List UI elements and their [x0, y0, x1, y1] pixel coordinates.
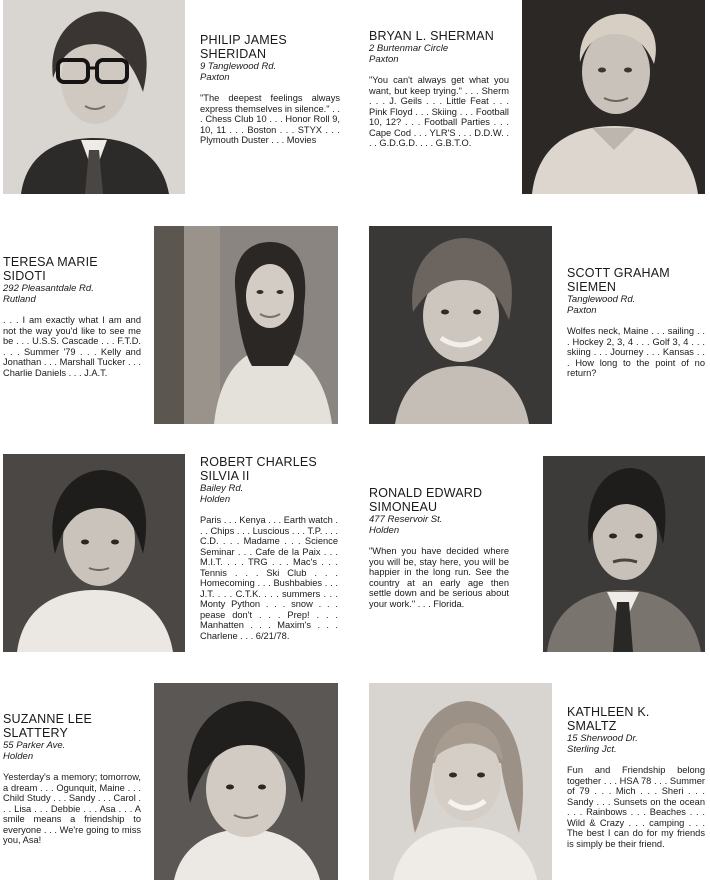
- student-name: [200, 455, 338, 483]
- name-line: SHERIDAN: [200, 47, 267, 61]
- portrait-photo-bryan-sherman: [522, 0, 705, 194]
- student-address: [369, 43, 509, 65]
- student-address: [3, 283, 141, 305]
- name-line: SIMONEAU: [369, 500, 438, 514]
- student-address: [200, 61, 340, 83]
- name-line: SLATTERY: [3, 726, 69, 740]
- portrait-photo-robert-silvia: [3, 454, 185, 652]
- entry-scott-siemen: [567, 266, 705, 379]
- name-line: SILVIA II: [200, 469, 250, 483]
- senior-quote: "The deepest feelings always express themselves in silence." . . . Chess Club 10 . . . Honor Roll 9, 10, 11 . . . Boston . . . STYX . . . Plymouth Duster . . . Movies: [200, 93, 340, 145]
- address-line: 9 Tanglewood Rd.: [200, 61, 277, 72]
- portrait-illustration: [3, 0, 185, 194]
- portrait-illustration: [543, 456, 705, 652]
- address-line: 292 Pleasantdale Rd.: [3, 283, 94, 294]
- address-line: Sterling Jct.: [567, 744, 617, 755]
- address-line: Paxton: [567, 305, 597, 316]
- entry-kathleen-smaltz: [567, 705, 705, 849]
- senior-quote: Wolfes neck, Maine . . . sailing . . . Hockey 2, 3, 4 . . . Golf 3, 4 . . . skiing . . . Journey . . . Kansas . . . How long to the point of no return?: [567, 326, 705, 378]
- address-line: Paxton: [369, 54, 399, 65]
- name-line: BRYAN L. SHERMAN: [369, 29, 494, 43]
- entry-suzanne-slattery: [3, 712, 141, 846]
- entry-robert-silvia: [200, 455, 338, 641]
- name-line: SIDOTI: [3, 269, 46, 283]
- senior-quote: . . . I am exactly what I am and not the way you'd like to see me be . . . U.S.S. Cascade . . . F.T.D. . . . Summer '79 . . . Kelly and Jonathan . . . Marshall Tucker . . . Charlie Daniels . . . J.A.T.: [3, 315, 141, 378]
- student-name: [567, 266, 705, 294]
- senior-quote: Paris . . . Kenya . . . Earth watch . . . Chips . . . Luscious . . . T.P. . . . C.D. . . . Madame . . . Science Seminar . . . Cafe de la Paix . . . M.I.T. . . . TRG . . . Mac's . . . Tennis . . . Ski Club . . . Homecoming . . . Bushbabies . . . J.T. . . . C.T.K. . . . summers . . . Monty Python . . . snow . . . pease don't . . . Prep! . . . Manhatten . . . Maxim's . . . Charlene . . . 6/21/78.: [200, 515, 338, 641]
- name-line: ROBERT CHARLES: [200, 455, 317, 469]
- student-address: [567, 294, 705, 316]
- address-line: Holden: [200, 494, 231, 505]
- student-name: [200, 33, 340, 61]
- entry-philip-sheridan: [200, 33, 340, 146]
- senior-quote: "When you have decided where you will be, stay here, you will be happier in the long run. See the country at an early age then settle down and be serious about your work." . . . Florida.: [369, 546, 509, 609]
- name-line: PHILIP JAMES: [200, 33, 287, 47]
- senior-quote: "You can't always get what you want, but keep trying." . . . Sherm . . . J. Geils . . . Little Feat . . . Pink Floyd . . . Skiing . . . Football 10, 12? . . . Football Parties . . . Cape Cod . . . YLR'S . . . D.D.W. . . . G.D.G.D. . . . G.B.T.O.: [369, 75, 509, 148]
- senior-quote: Yesterday's a memory; tomorrow, a dream . . . Ogunquit, Maine . . . Child Study . . . Sandy . . . Carol . . . Lisa . . . Debbie . . . Asa . . . A smile means a friendship to everyone . . . We're going to miss you, Asa!: [3, 772, 141, 845]
- name-line: SMALTZ: [567, 719, 617, 733]
- name-line: KATHLEEN K.: [567, 705, 650, 719]
- name-line: TERESA MARIE: [3, 255, 98, 269]
- student-name: [3, 255, 141, 283]
- address-line: Holden: [369, 525, 400, 536]
- entry-ronald-simoneau: [369, 486, 509, 609]
- address-line: 55 Parker Ave.: [3, 740, 66, 751]
- address-line: Bailey Rd.: [200, 483, 244, 494]
- address-line: Paxton: [200, 72, 230, 83]
- student-address: [369, 514, 509, 536]
- name-line: SIEMEN: [567, 280, 617, 294]
- portrait-illustration: [369, 226, 552, 424]
- portrait-illustration: [522, 0, 705, 194]
- address-line: Holden: [3, 751, 34, 762]
- portrait-photo-philip-sheridan: [3, 0, 185, 194]
- student-name: [567, 705, 705, 733]
- address-line: Tanglewood Rd.: [567, 294, 636, 305]
- portrait-illustration: [3, 454, 185, 652]
- address-line: Rutland: [3, 294, 36, 305]
- address-line: 2 Burtenmar Circle: [369, 43, 449, 54]
- senior-quote: Fun and Friendship belong together . . . HSA 78 . . . Summer of 79 . . . Mich . . . Sheri . . . Sandy . . . Sunsets on the ocean . . . Rainbows . . . Beaches . . . Wild & Crazy . . . camping . . . The best I can do for my friends is simply be their friend.: [567, 765, 705, 849]
- student-name: [369, 29, 509, 43]
- student-address: [200, 483, 338, 505]
- address-line: 15 Sherwood Dr.: [567, 733, 638, 744]
- address-line: 477 Reservoir St.: [369, 514, 443, 525]
- entry-bryan-sherman: [369, 29, 509, 149]
- name-line: SCOTT GRAHAM: [567, 266, 670, 280]
- name-line: SUZANNE LEE: [3, 712, 93, 726]
- portrait-photo-ronald-simoneau: [543, 456, 705, 652]
- entry-teresa-sidoti: [3, 255, 141, 378]
- portrait-photo-scott-siemen: [369, 226, 552, 424]
- student-name: [3, 712, 141, 740]
- portrait-illustration: [154, 226, 338, 424]
- portrait-photo-teresa-sidoti: [154, 226, 338, 424]
- name-line: RONALD EDWARD: [369, 486, 483, 500]
- student-name: [369, 486, 509, 514]
- student-address: [3, 740, 141, 762]
- portrait-illustration: [154, 683, 338, 880]
- student-address: [567, 733, 705, 755]
- portrait-illustration: [369, 683, 552, 880]
- portrait-photo-kathleen-smaltz: [369, 683, 552, 880]
- portrait-photo-suzanne-slattery: [154, 683, 338, 880]
